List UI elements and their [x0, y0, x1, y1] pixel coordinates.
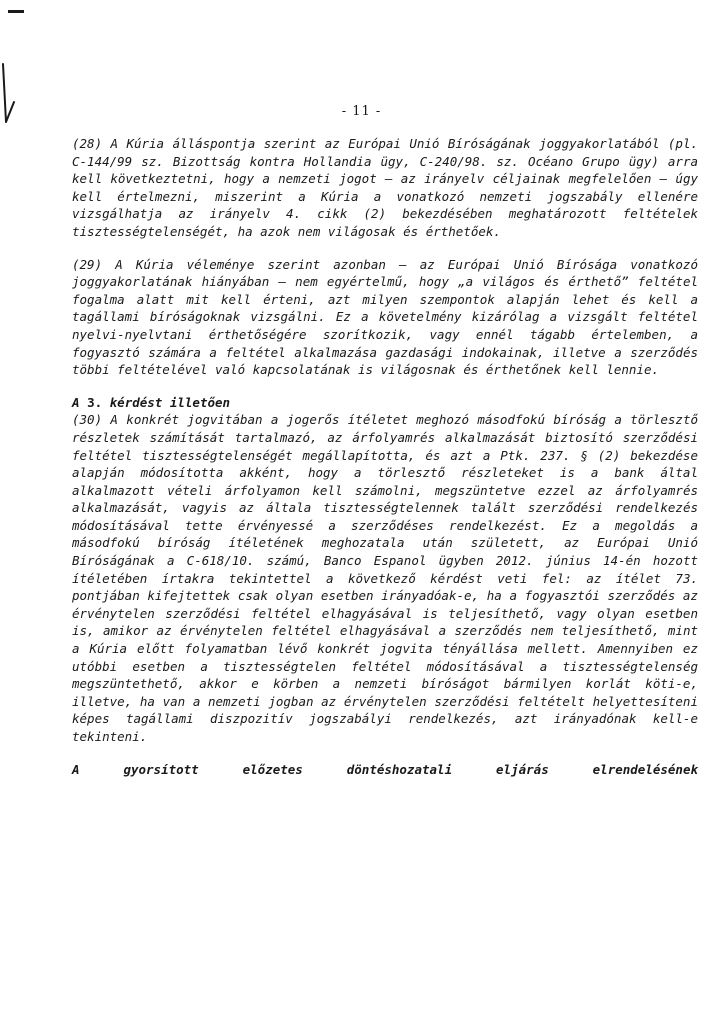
section-heading-number: 3. — [87, 394, 103, 410]
paragraph-30: (30) A konkrét jogvitában a jogerős ítéletet meghozó másodfokú bíróság a törlesztő részletek számítását tartalmazó, az árfolyamrés alkalmazását biztosító szerződési feltétel tisztességtelenségét megállapította, és azt a Ptk. 237. § (2) bekezdése alapján módosította akként, hogy a törlesztő részleteket is a bank által alkalmazott vételi árfolyamon kell számolni, megszüntetve ezzel az árfolyamrés alkalmazását, vagyis az általa tisztességtelennek talált szerződési rendelkezés módosításával tette érvényessé a szerződéses rendelkezést. Ez a megoldás a másodfokú bíróság ítéletének meghozatala után született, az Európai Unió Bíróságának a C-618/10. számú, Banco Espanol ügyben 2012. június 14-én hozott ítéletében írtakra tekintettel a következő kérdést veti fel: az ítélet 73. pontjában kifejtettek csak olyan esetben irányadóak-e, ha a fogyasztói szerződés az érvénytelen szerződési feltétel elhagyásával is teljesíthető, vagy olyan esetben is, amikor az érvénytelen feltétel elhagyásával a szerződés nem teljesíthető, mint a Kúria előtt folyamatban lévő konkrét jogvita tényállása mellett. Amennyiben ez utóbbi esetben a tisztességtelen feltétel módosításával a tisztességtelenség megszüntethető, akkor e körben a nemzeti bíróságot bármilyen korlát köti-e, illetve, ha van a nemzeti jogban az érvénytelen szerződési feltételt helyettesíteni képes tagállami diszpozitív jogszabályi rendelkezés, azt irányadónak kell-e tekinteni. — [72, 412, 698, 744]
accelerated-procedure-heading: A gyorsított előzetes döntéshozatali eljárás elrendelésének — [72, 761, 698, 777]
paragraph-29: (29) A Kúria véleménye szerint azonban – az Európai Unió Bírósága vonatkozó joggyakorlatának hiányában – nem egyértelmű, hogy „a világos és érthető” feltétel fogalma alatt mit kell érteni, azt milyen szempontok alapján lehet és kell a tagállami bíróságoknak vizsgálni. Ez a követelmény kizárólag a vizsgált feltétel nyelvi-nyelvtani érthetőségére szorítkozik, vagy ennél tágabb értelemben, a fogyasztó számára a feltétel alkalmazása gazdasági indokainak, illetve a szerződés többi feltételével való kapcsolatának is világosnak és érthetőnek kell lennie. — [72, 256, 698, 378]
section-heading-rest: kérdést illetően — [102, 394, 231, 410]
page-number: - 11 - — [341, 104, 382, 119]
paragraph-28: (28) A Kúria álláspontja szerint az Európai Unió Bíróságának joggyakorlatából (pl. C-144/99 sz. Bizottság kontra Hollandia ügy, C-240/98. sz. Océano Grupo ügy) arra kell következtetni, hogy a nemzeti jogot – az irányelv céljainak megfelelően – úgy kell értelmezni, miszerint a Kúria a vonatkozó nemzeti jogszabály ellenére vizsgálhatja az irányelv 4. cikk (2) bekezdésében meghatározott feltételek tisztességtelenségét, ha azok nem világosak és érthetőek. — [72, 136, 698, 239]
scan-corner-mark — [8, 10, 24, 13]
body-text — [72, 135, 698, 778]
section-heading-prefix: A — [72, 394, 88, 410]
section-heading — [72, 394, 698, 412]
